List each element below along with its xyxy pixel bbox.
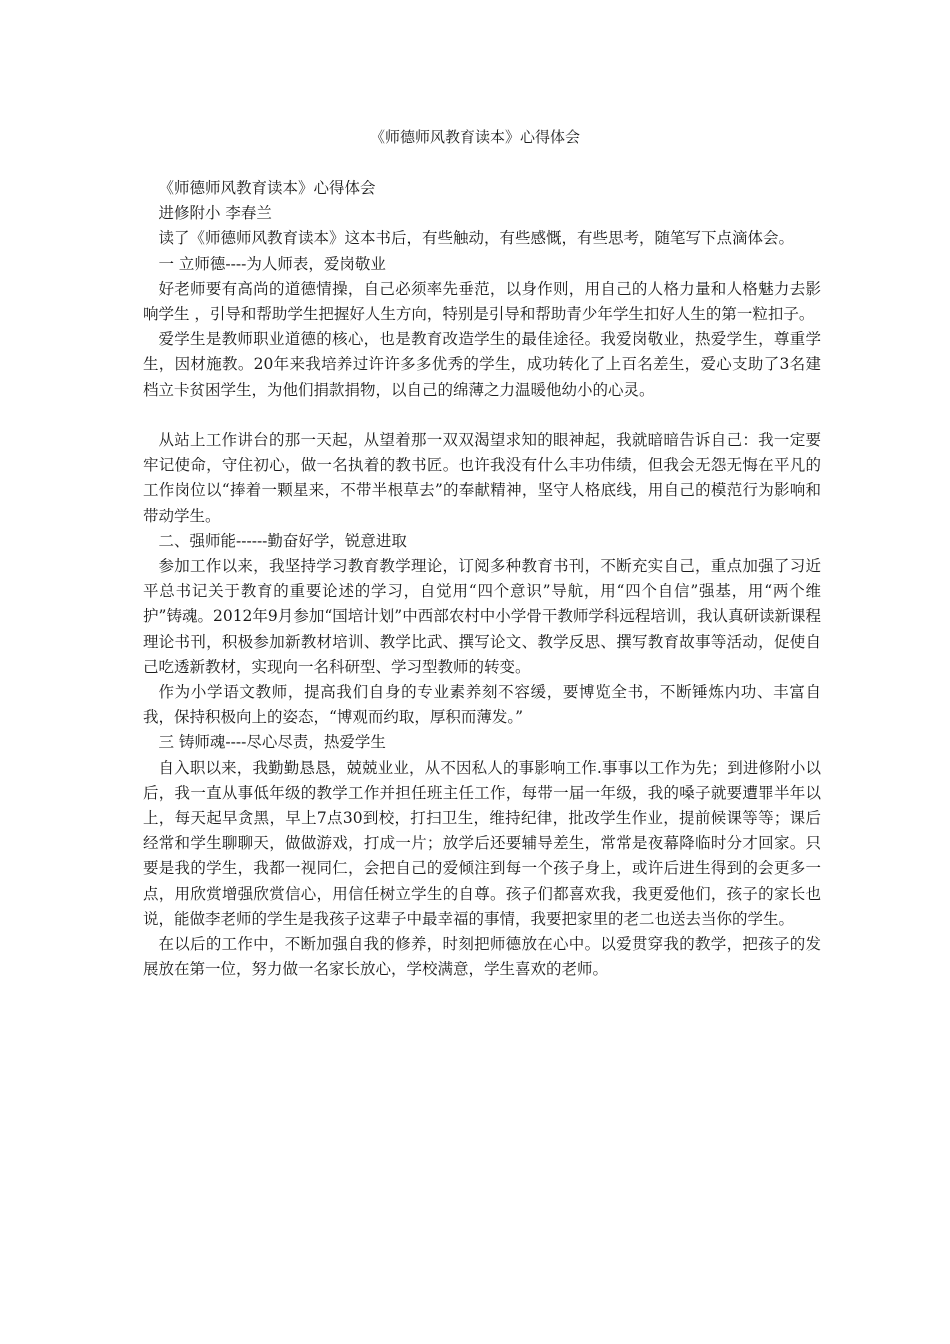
paragraph: 作为小学语文教师，提高我们自身的专业素养刻不容缓，要博览全书，不断锤炼内功、丰富自我，保持积极向上的姿态，“博观而约取，厚积而薄发。” xyxy=(143,683,821,727)
paragraph: 在以后的工作中，不断加强自我的修养，时刻把师德放在心中。以爱贯穿我的教学，把孩子的发展放在第一位，努力做一名家长放心，学校满意，学生喜欢的老师。 xyxy=(143,935,821,979)
body-heading: 《师德师风教育读本》心得体会 xyxy=(158,179,376,197)
paragraph: 读了《师德师风教育读本》这本书后，有些触动，有些感慨，有些思考，随笔写下点滴体会。 xyxy=(158,229,795,248)
paragraph: 好老师要有高尚的道德情操，自己必须率先垂范，以身作则，用自己的人格力量和人格魅力去影响学生 ，引导和帮助学生把握好人生方向，特别是引导和帮助青少年学生扣好人生的第一粒扣子。 xyxy=(143,279,821,324)
document-body xyxy=(143,176,821,982)
paragraph: 参加工作以来，我坚持学习教育教学理论，订阅多种教育书刊，不断充实自己，重点加强了习近平总书记关于教育的重要论述的学习，自觉用“四个意识”导航，用“四个自信”强基，用“两个维护”铸魂。2012年9月参加“国培计划”中西部农村中小学骨干教师学科远程培训，我认真研读新课程理论书刊，积极参加新教材培训、教学比武、撰写论文、教学反思、撰写教育故事等活动，促使自己吃透新教材，实现向一名科研型、学习型教师的转变。 xyxy=(143,557,821,676)
author-line: 进修附小 李春兰 xyxy=(158,204,272,223)
section-heading-2: 二、强师能------勤奋好学，锐意进取 xyxy=(158,531,407,550)
section-heading-3: 三 铸师魂----尽心尽责，热爱学生 xyxy=(158,733,386,752)
paragraph: 从站上工作讲台的那一天起，从望着那一双双渴望求知的眼神起，我就暗暗告诉自己：我一定要牢记使命，守住初心，做一名执着的教书匠。也许我没有什么丰功伟绩，但我会无怨无悔在平凡的工作岗位以“捧着一颗星来，不带半根草去”的奉献精神，坚守人格底线，用自己的模范行为影响和带动学生。 xyxy=(143,431,821,525)
paragraph: 爱学生是教师职业道德的核心，也是教育改造学生的最佳途径。我爱岗敬业，热爱学生，尊重学生，因材施教。20年来我培养过许许多多优秀的学生，成功转化了上百名差生，爱心支助了3名建档立卡贫困学生，为他们捐款捐物，以自己的绵薄之力温暖他幼小的心灵。 xyxy=(143,330,821,399)
paragraph: 自入职以来，我勤勤恳恳，兢兢业业，从不因私人的事影响工作.事事以工作为先；到进修附小以后，我一直从事低年级的教学工作并担任班主任工作，每带一届一年级，我的嗓子就要遭罪半年以上，每天起早贪黑，早上7点30到校，打扫卫生，维持纪律，批改学生作业，提前候课等等；课后经常和学生聊聊天，做做游戏，打成一片；放学后还要辅导差生，常常是夜幕降临时分才回家。只要是我的学生，我都一视同仁，会把自己的爱倾注到每一个孩子身上，或许后进生得到的会更多一点，用欣赏增强欣赏信心，用信任树立学生的自尊。孩子们都喜欢我，我更爱他们，孩子的家长也说，能做李老师的学生是我孩子这辈子中最幸福的事情，我要把家里的老二也送去当你的学生。 xyxy=(143,758,821,928)
blank-line xyxy=(143,403,821,428)
section-heading-1: 一 立师德----为人师表，爱岗敬业 xyxy=(158,254,386,273)
document-title: 《师德师风教育读本》心得体会 xyxy=(369,128,580,146)
